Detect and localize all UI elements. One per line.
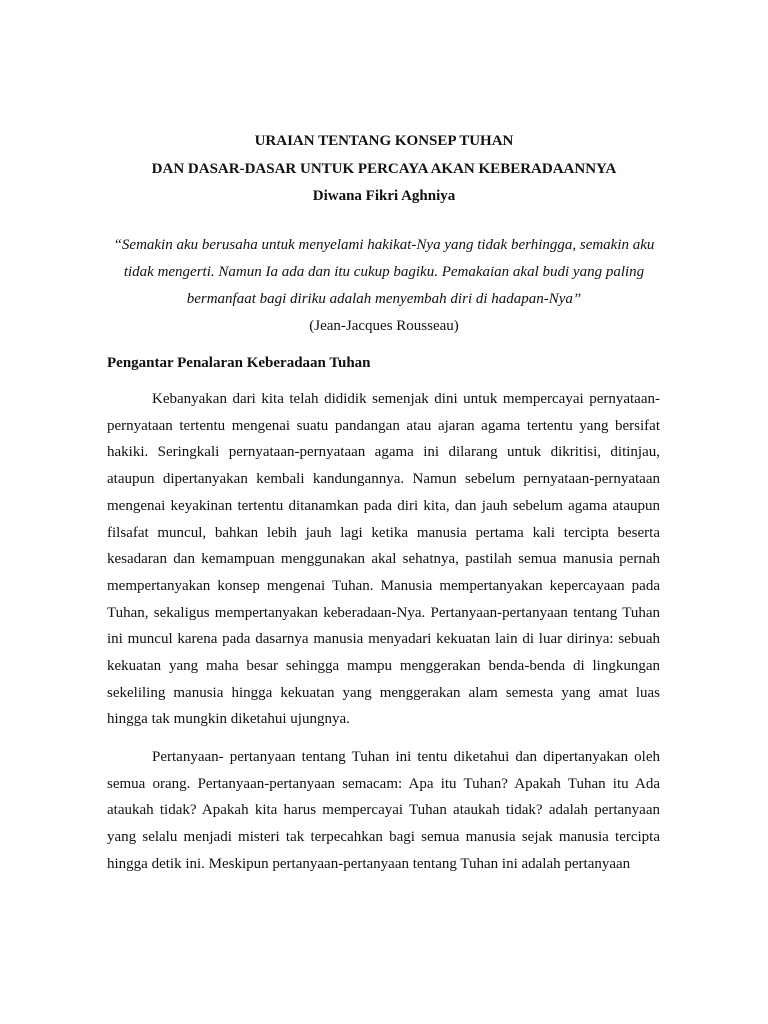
body-paragraph-2: Pertanyaan- pertanyaan tentang Tuhan ini tentu diketahui dan dipertanyakan oleh semua orang. Pertanyaan-pertanyaan semacam: Apa itu Tuhan? Apakah Tuhan itu Ada ataukah tidak? Apakah kita harus mempercayai Tuhan ataukah tidak? adalah pertanyaan yang selalu menjadi misteri tak terpecahkan bagi semua manusia sejak manusia tercipta hingga detik ini. Meskipun pertanyaan-pertanyaan tentang Tuhan ini adalah pertanyaan — [107, 749, 660, 872]
document-author: Diwana Fikri Aghniya — [312, 188, 456, 204]
section-heading: Pengantar Penalaran Keberadaan Tuhan — [107, 355, 371, 371]
body-paragraph-1: Kebanyakan dari kita telah dididik semenjak dini untuk mempercayai pernyataan-pernyataan tertentu mengenai suatu pandangan atau ajaran agama tertentu yang bersifat hakiki. Seringkali pernyataan-pernyataan agama ini dilarang untuk dikritisi, ditinjau, ataupun dipertanyakan kembali kandungannya. Namun sebelum pernyataan-pernyataan mengenai keyakinan tertentu ditanamkan pada diri kita, dan jauh sebelum agama ataupun filsafat muncul, bahkan lebih jauh lagi ketika manusia pertama kali tercipta beserta kesadaran dan kemampuan menggunakan akal sehatnya, pastilah semua manusia pernah mempertanyakan konsep mengenai Tuhan. Manusia mempertanyakan kepercayaan pada Tuhan, sekaligus mempertanyakan keberadaan-Nya. Pertanyaan-pertanyaan tentang Tuhan ini muncul karena pada dasarnya manusia menyadari kekuatan lain di luar dirinya: sebuah kekuatan yang maha besar sehingga mampu menggerakan benda-benda di lingkungan sekeliling manusia hingga kekuatan yang menggerakan alam semesta yang amat luas hingga tak mungkin diketahui ujungnya. — [107, 391, 660, 728]
epigraph — [100, 232, 668, 340]
epigraph-quote: “Semakin aku berusaha untuk menyelami hakikat-Nya yang tidak berhingga, semakin aku tidak mengerti. Namun Ia ada dan itu cukup bagiku. Pemakaian akal budi yang paling bermanfaat bagi diriku adalah menyembah diri di hadapan-Nya” — [113, 237, 655, 307]
title-block — [0, 128, 768, 211]
epigraph-attribution: (Jean-Jacques Rousseau) — [309, 318, 459, 334]
document-title-line-2: DAN DASAR-DASAR UNTUK PERCAYA AKAN KEBERADAANNYA — [151, 160, 617, 177]
document-title-line-1: URAIAN TENTANG KONSEP TUHAN — [254, 133, 514, 149]
